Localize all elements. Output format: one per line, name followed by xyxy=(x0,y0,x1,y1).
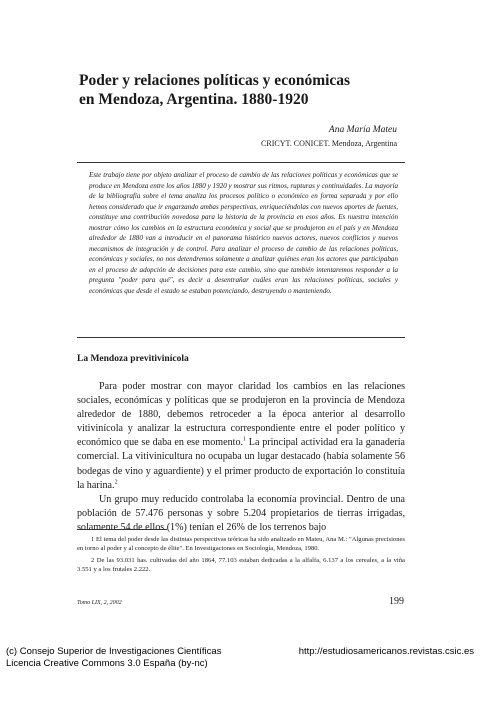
journal-reference: Tomo LIX, 2, 2002 xyxy=(77,600,122,606)
paragraph-text: Para poder mostrar con mayor claridad los cambios en las relaciones sociales, económicas y políticas que se produjeron en la provincia de Mendoza alrededor de 1880, debemos retroceder a la época anterior al desarrollo vitivinícola y analizar la estructura correspondiente entre el poder político y económico que se daba en ese momento. xyxy=(77,381,405,449)
paragraph xyxy=(77,380,405,493)
article-title xyxy=(79,71,419,109)
license-line: Licencia Creative Commons 3.0 España (by-nc) xyxy=(6,658,208,669)
body-text xyxy=(77,380,405,535)
footnote-ref[interactable]: 1 xyxy=(243,437,247,444)
author-affiliation: CRICYT. CONICET. Mendoza, Argentina xyxy=(261,139,397,148)
footnote: 1 El tema del poder desde las distintas perspectivas teóricas ha sido analizado en Mateu, Ana M.: "Algunas precisiones en torno al poder y al concepto de élite". En Investigaciones en Sociología, Mendoza, 1980. xyxy=(77,536,405,553)
page-number: 199 xyxy=(389,596,404,607)
paragraph-text: La principal actividad era la ganadería comercial. La vitivinicultura no ocupaba un lugar destacado (había solamente 56 bodegas de vino y aguardiente) y el primer producto de exportación lo constituía la harina. xyxy=(77,437,405,491)
footnote-ref[interactable]: 2 xyxy=(114,479,118,486)
copyright-line: (c) Consejo Superior de Investigaciones Científicas xyxy=(6,646,222,657)
title-line-1: Poder y relaciones políticas y económicas xyxy=(79,72,351,89)
section-heading: La Mendoza previtivinícola xyxy=(77,354,189,364)
author-name: Ana María Mateu xyxy=(328,125,397,135)
journal-url-link[interactable]: http://estudiosamericanos.revistas.csic.es xyxy=(298,646,474,657)
footnote-separator xyxy=(77,529,167,530)
paragraph: Un grupo muy reducido controlaba la economía provincial. Dentro de una población de 57.476 personas y sobre 5.204 propietarios de tierras irrigadas, solamente 54 de ellos (1%) tenían el 26% de los terrenos bajo xyxy=(77,493,405,533)
abstract-text: Este trabajo tiene por objeto analizar el proceso de cambio de las relaciones políticas y económicas que se produce en Mendoza entre los años 1880 y 1920 y mostrar sus ritmos, rupturas y continuidades. La mayoría de la bibliografía sobre el tema analiza los procesos político o económico en forma separada y por ello hemos considerado que ir engarzando ambas perspectivas, enriqueciéndolas con nuevos aportes de fuentes, constituye una contribución novedosa para la historia de la provincia en esos años. Es nuestra intención mostrar cómo los cambios en la estructura económica y social que se produjeron en el país y en Mendoza alrededor de 1880 van a introducir en el panorama histórico nuevos actores, nuevos conflictos y nuevos mecanismos de integración y de control. Para analizar el proceso de cambio de las relaciones políticas, económicas y sociales, no nos detendremos solamente a analizar quiénes eran los actores que participaban en el proceso de adopción de decisiones para este cambio, sino que también intentaremos responder a la pregunta "poder para qué", es decir a desentrañar cuáles eran las relaciones políticas, sociales y económicas que desde el estado se estaban potenciando, destruyendo o manteniendo. xyxy=(89,171,398,296)
abstract-top-rule xyxy=(77,162,405,163)
abstract-bottom-rule xyxy=(77,337,405,338)
footnotes xyxy=(77,535,405,577)
title-line-2: en Mendoza, Argentina. 1880-1920 xyxy=(79,91,309,108)
footnote: 2 De las 93.031 has. cultivadas del año 1864, 77.103 estaban dedicadas a la alfalfa, 6.137 a los cereales, a la viña 3.551 y a los frutales 2.222. xyxy=(77,556,405,574)
